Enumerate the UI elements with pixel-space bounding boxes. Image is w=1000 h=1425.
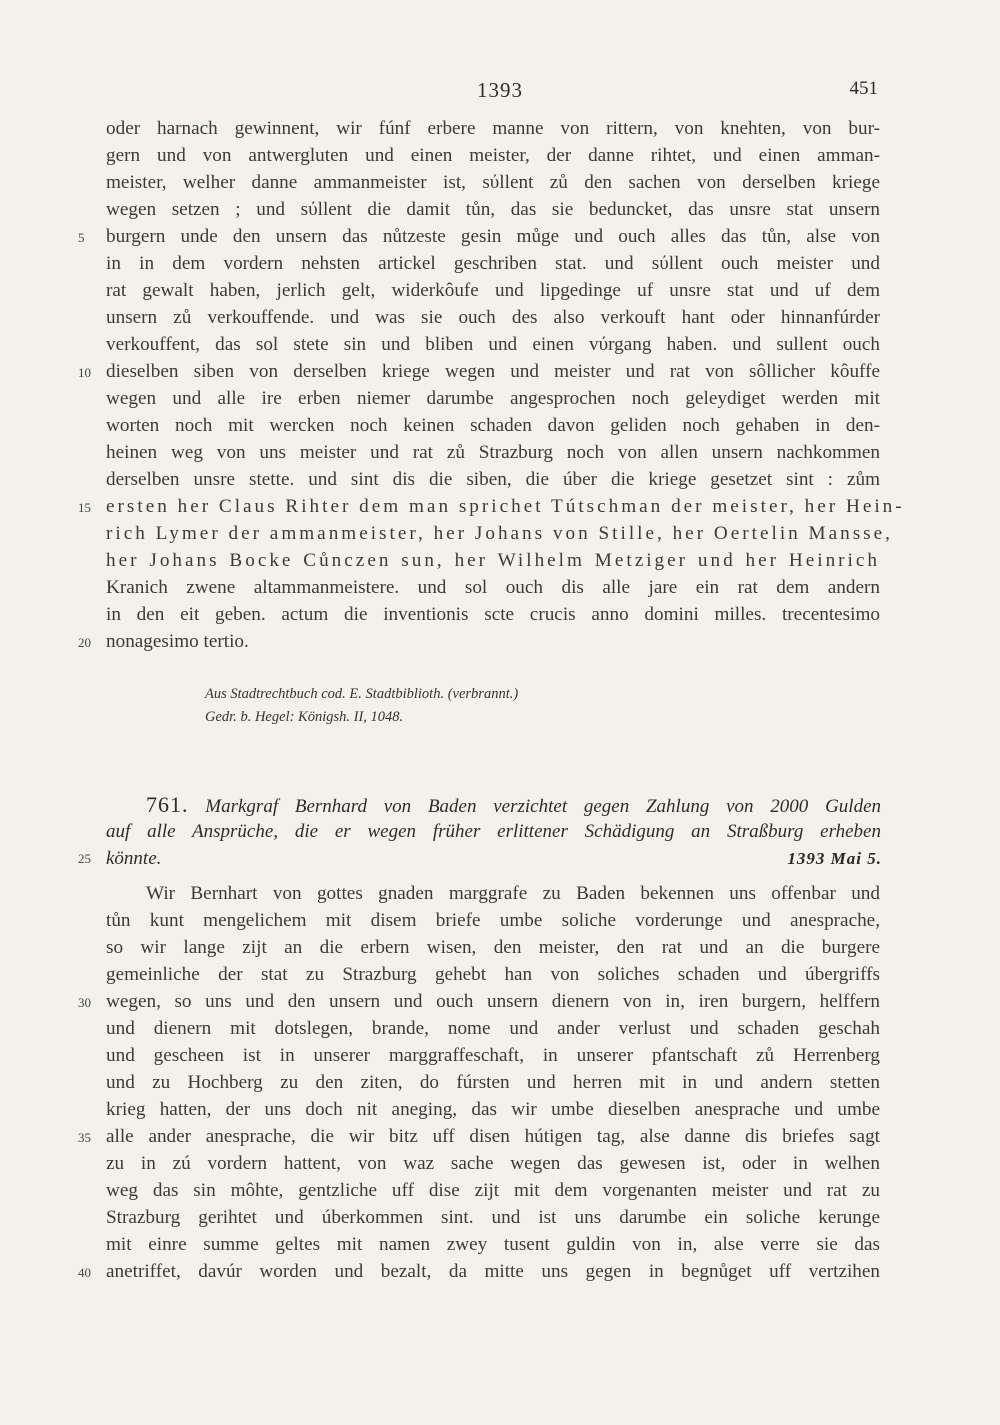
text-line: derselben unsre stette. und sint dis die siben, die úber die kriege gesetzet sint : zům — [106, 469, 880, 490]
text-line: meister, welher danne ammanmeister ist, sύllent zů den sachen von derselben kriege — [106, 172, 880, 193]
text-line: Wir Bernhart von gottes gnaden marggrafe zu Baden bekennen uns offenbar und — [146, 883, 880, 904]
text-line: in den eit geben. actum die inventionis scte crucis anno domini milles. trecentesimo — [106, 604, 880, 625]
line-number: 5 — [78, 230, 85, 245]
text-line: rich Lymer der ammanmeister, her Johans von Stille, her Oertelin Mansse, — [106, 523, 893, 544]
text-line: alle ander anesprache, die wir bitz uff disen hútigen tag, alse danne dis briefes sagt — [106, 1126, 880, 1147]
line-number: 20 — [78, 635, 91, 650]
header-year: 1393 — [477, 78, 523, 102]
heading-line: könnte. — [106, 848, 162, 869]
text-line: Kranich zwene altammanmeistere. und sol ouch dis alle jare ein rat dem andern — [106, 577, 880, 598]
heading-text: Markgraf Bernhard von Baden verzichtet gegen Zahlung von 2000 Gulden — [205, 796, 881, 817]
text-line: anetriffet, davúr worden und bezalt, da mitte uns gegen in begnůget uff vertzihen — [106, 1261, 880, 1282]
text-line: oder harnach gewinnent, wir fúnf erbere manne von rittern, von knehten, von bur- — [106, 118, 880, 139]
text-line: Strazburg gerihtet und úberkommen sint. und ist uns darumbe ein soliche kerunge — [106, 1207, 880, 1228]
source-note-line: Aus Stadtrechtbuch cod. E. Stadtbiblioth. (verbrannt.) — [205, 686, 519, 702]
heading-line — [146, 791, 881, 820]
text-line: mit einre summe geltes mit namen zwey tusent guldin von in, alse verre sie das — [106, 1234, 880, 1255]
text-line: wegen und alle ire erben niemer darumbe angesprochen noch geleydiget werden mit — [106, 388, 880, 409]
text-line: und dienern mit dotslegen, brande, nome und ander verlust und schaden geschah — [106, 1018, 880, 1039]
line-number: 25 — [78, 851, 91, 866]
text-line: so wir lange zijt an die erbern wisen, den meister, den rat und an die burgere — [106, 937, 880, 958]
text-line: tůn kunt mengelichem mit disem briefe umbe soliche vorderunge und anesprache, — [106, 910, 880, 931]
line-number: 30 — [78, 995, 91, 1010]
text-line: burgern unde den unsern das nůtzeste gesin můge und ouch alles das tůn, alse von — [106, 226, 880, 247]
text-line: heinen weg von uns meister und rat zů Strazburg noch von allen unsern nachkommen — [106, 442, 880, 463]
source-note-line: Gedr. b. Hegel: Königsh. II, 1048. — [205, 709, 404, 725]
text-line: und zu Hochberg zu den ziten, do fúrsten und herren mit in und andern stetten — [106, 1072, 880, 1093]
text-line: unsern zů verkouffende. und was sie ouch des also verkouft hant oder hinnanfúrder — [106, 307, 880, 328]
text-line: wegen setzen ; und sύllent die damit tůn, das sie beduncket, das unsre stat unsern — [106, 199, 880, 220]
page-number: 451 — [849, 78, 878, 99]
text-line: wegen, so uns und den unsern und ouch unsern dienern von in, iren burgern, helffern — [106, 991, 880, 1012]
text-line: in in dem vordern nehsten artickel geschriben stat. und sύllent ouch meister und — [106, 253, 880, 274]
text-line: dieselben siben von derselben kriege wegen und meister und rat von sôllicher kôuffe — [106, 361, 880, 382]
text-line: gemeinliche der stat zu Strazburg gehebt han von soliches schaden und úbergriffs — [106, 964, 880, 985]
text-line: krieg hatten, der uns doch nit aneging, das wir umbe dieselben anesprache und umbe — [106, 1099, 880, 1120]
line-number: 15 — [78, 500, 91, 515]
text-line: worten noch mit wercken noch keinen schaden davon geliden noch gehaben in den- — [106, 415, 880, 436]
text-line: ersten her Claus Rihter dem man sprichet Tútschman der meister, her Hein- — [106, 496, 905, 517]
document-date: 1393 Mai 5. — [787, 849, 882, 868]
text-line: her Johans Bocke Cůnczen sun, her Wilhelm Metziger und her Heinrich — [106, 550, 880, 571]
line-number: 35 — [78, 1130, 91, 1145]
text-line: und gescheen ist in unserer marggraffeschaft, in unserer pfantschaft zů Herrenberg — [106, 1045, 880, 1066]
text-line: weg das sin môhte, gentzliche uff dise zijt mit dem vorgenanten meister und rat zu — [106, 1180, 880, 1201]
heading-line: auf alle Ansprüche, die er wegen früher erlittener Schädigung an Straßburg erheben — [106, 821, 881, 842]
running-header — [0, 74, 1000, 104]
text-line: verkouffent, das sol stete sin und bliben und einen vύrgang haben. und sullent ouch — [106, 334, 880, 355]
line-number: 10 — [78, 365, 91, 380]
line-number: 40 — [78, 1265, 91, 1280]
text-line: rat gewalt haben, jerlich gelt, widerkôufe und lipgedinge uf unsre stat und uf dem — [106, 280, 880, 301]
text-line: nonagesimo tertio. — [106, 631, 249, 652]
text-line: gern und von antwergluten und einen meister, der danne rihtet, und einen amman- — [106, 145, 880, 166]
text-line: zu in zú vordern hattent, von waz sache wegen das gewesen ist, oder in welhen — [106, 1153, 880, 1174]
document-number: 761. — [146, 792, 189, 817]
